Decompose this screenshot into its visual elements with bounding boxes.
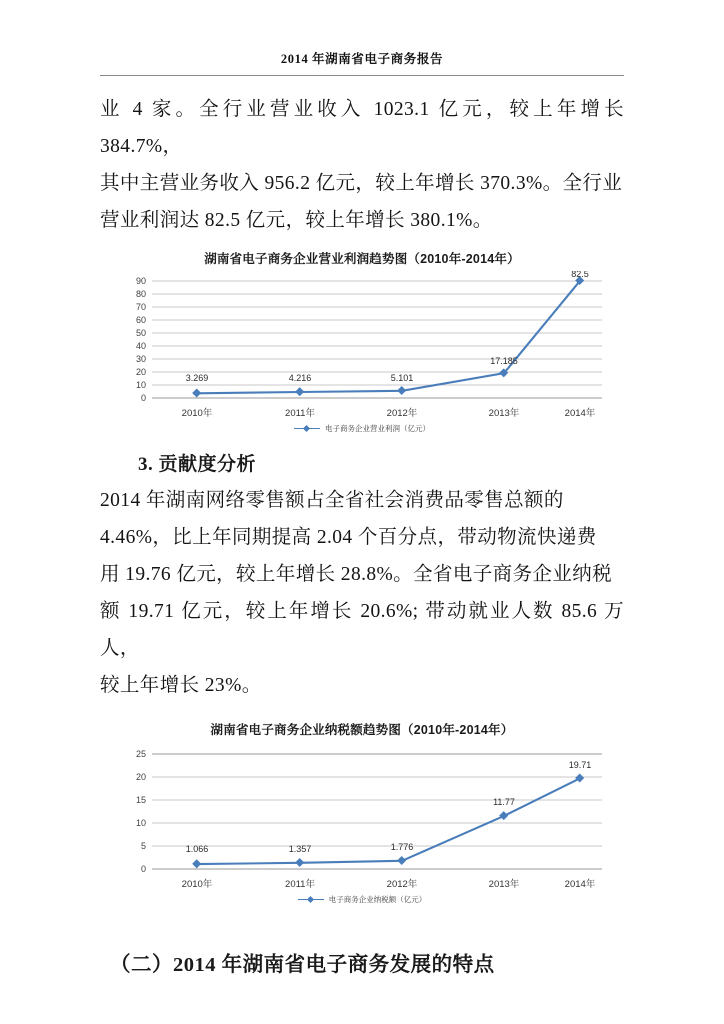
point-label: 1.357 [288,844,312,854]
y-axis-tick-labels [136,749,146,874]
y-tick: 25 [135,749,146,759]
point-label: 5.101 [390,373,414,383]
x-tick: 2010年 [181,879,213,890]
chart-tax-amount [112,720,612,905]
point-label: 82.5 [571,271,589,279]
y-tick: 10 [135,818,146,828]
line-chart-svg [112,271,612,421]
x-tick: 2014年 [564,408,596,419]
gridlines [152,754,602,869]
y-tick: 70 [135,302,146,312]
y-tick: 5 [140,841,146,851]
x-tick: 2011年 [285,879,315,890]
line-chart-svg [112,742,612,892]
y-tick: 30 [135,354,146,364]
x-tick: 2012年 [386,879,418,890]
series-line [197,778,580,864]
y-tick: 60 [135,315,146,325]
point-label: 17.185 [490,356,518,366]
x-tick: 2010年 [181,408,213,419]
x-tick: 2013年 [488,879,520,890]
paragraph-line: 业 4 家。全行业营业收入 1023.1 亿元，较上年增长 384.7%， [100,99,624,157]
paragraph-line: 营业利润达 82.5 亿元，较上年增长 380.1%。 [100,210,493,231]
section-heading-contribution: 3. 贡献度分析 [138,454,257,475]
paragraph-contribution [100,482,624,704]
legend-label: 电子商务企业营业利润（亿元） [325,424,430,433]
paragraph-line: 较上年增长 23%。 [100,675,262,696]
chart-plot-area [112,742,612,892]
heading-characteristics: （二）2014 年湖南省电子商务发展的特点 [110,954,495,976]
x-tick: 2014年 [564,879,596,890]
series-point-labels [186,760,592,854]
legend-marker-icon [298,896,324,903]
y-tick: 80 [135,289,146,299]
y-tick: 0 [140,864,146,874]
chart-legend [112,423,612,434]
x-axis-tick-labels [182,407,596,419]
paragraph-line: 2014 年湖南网络零售额占全省社会消费品零售总额的 [100,490,564,511]
chart-title: 湖南省电子商务企业营业利润趋势图（2010年-2014年） [204,252,520,266]
x-tick: 2012年 [386,408,418,419]
legend-label: 电子商务企业纳税额（亿元） [328,895,427,904]
point-label: 3.269 [185,373,209,383]
header-divider [100,75,624,76]
running-header [100,0,624,67]
point-label: 1.776 [390,842,414,852]
y-tick: 15 [135,795,146,805]
paragraph-line: 额 19.71 亿元，较上年增长 20.6%; 带动就业人数 85.6 万人， [100,601,624,659]
paragraph-line: 用 19.76 亿元，较上年增长 28.8%。全省电子商务企业纳税 [100,564,613,585]
series-line [197,281,580,394]
chart-title: 湖南省电子商务企业纳税额趋势图（2010年-2014年） [210,723,514,737]
y-tick: 40 [135,341,146,351]
x-tick: 2011年 [285,408,315,419]
point-label: 19.71 [568,760,592,770]
running-header-text: 2014 年湖南省电子商务报告 [280,52,444,66]
y-tick: 20 [135,772,146,782]
page-content [100,0,624,977]
chart-plot-area [112,271,612,421]
paragraph-line: 4.46%，比上年同期提高 2.04 个百分点，带动物流快递费 [100,527,597,548]
y-axis-tick-labels [136,276,146,403]
x-axis-tick-labels [182,878,596,890]
series-point-labels [186,271,589,383]
chart-legend [112,894,612,905]
paragraph-revenue [100,91,624,239]
y-tick: 50 [135,328,146,338]
x-tick: 2013年 [488,408,520,419]
y-tick: 0 [140,393,146,403]
y-tick: 10 [135,380,146,390]
series-markers [192,773,584,868]
y-tick: 20 [135,367,146,377]
point-label: 1.066 [185,844,209,854]
point-label: 4.216 [288,373,312,383]
gridlines [152,281,602,398]
legend-marker-icon [294,425,320,432]
y-tick: 90 [135,276,146,286]
chart-operating-profit [112,249,612,434]
point-label: 11.77 [493,797,515,807]
paragraph-line: 其中主营业务收入 956.2 亿元，较上年增长 370.3%。全行业 [100,173,623,194]
